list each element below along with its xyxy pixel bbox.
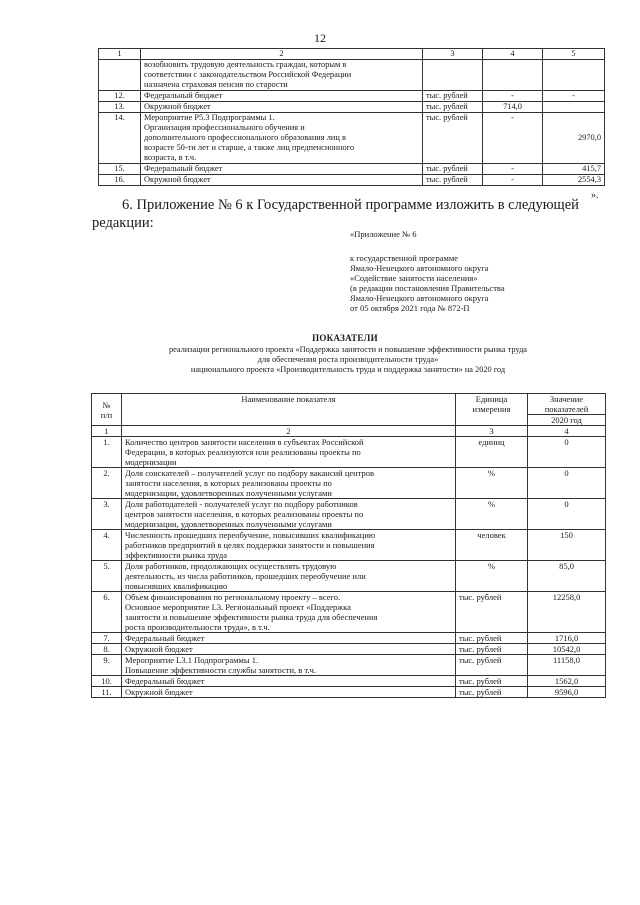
col-number: 1 (99, 49, 141, 60)
indicators-table (91, 393, 606, 698)
row-unit: тыс. рублей (423, 91, 483, 102)
name-line: Организация профессионального обучения и (144, 123, 305, 132)
table-row (92, 655, 606, 676)
row-number: 2. (92, 468, 122, 499)
name-line: Повышение эффективности службы занятости, в т.ч. (125, 665, 316, 675)
table-row (92, 499, 606, 530)
row-unit: тыс. рублей (456, 644, 528, 655)
row-value: 0 (528, 499, 606, 530)
name-line: соответствии с законодательством Российской Федерации (144, 70, 352, 79)
row-name (122, 592, 456, 633)
name-line: Доля работников, продолжающих осуществлять трудовую (125, 561, 337, 571)
row-number: 3. (92, 499, 122, 530)
row-unit: единиц (456, 437, 528, 468)
name-line: дополнительного профессионального образования лиц в (144, 133, 346, 142)
name-line: Объем финансирования по региональному проекту – всего. (125, 592, 341, 602)
row-unit: % (456, 561, 528, 592)
name-line: эффективности рынка труда (125, 550, 227, 560)
name-line: модернизации (125, 457, 177, 467)
row-value: 2554,3 (543, 175, 605, 186)
row-value: - (543, 91, 605, 102)
row-number: 5. (92, 561, 122, 592)
amendment-statement: 6. Приложение № 6 к Государственной программе изложить в следующей редакции: (92, 197, 579, 231)
table-row (99, 60, 605, 91)
row-unit: % (456, 499, 528, 530)
row-name: Федеральный бюджет (141, 164, 423, 175)
row-value: 9596,0 (528, 687, 606, 698)
table-row (92, 468, 606, 499)
row-number: 8. (92, 644, 122, 655)
header-text: Единица (475, 394, 508, 404)
closing-quote-mark: ». (591, 190, 599, 201)
row-number: 13. (99, 102, 141, 113)
attachment-title: «Приложение № 6 (350, 229, 417, 239)
row-value: - (483, 113, 543, 164)
col-number: 4 (483, 49, 543, 60)
table-row (92, 633, 606, 644)
table-row (99, 113, 605, 164)
row-number: 6. (92, 592, 122, 633)
row-number: 9. (92, 655, 122, 676)
row-unit: тыс. рублей (423, 164, 483, 175)
row-value: 714,0 (483, 102, 543, 113)
table-row (92, 644, 606, 655)
row-unit: тыс. рублей (456, 655, 528, 676)
subtitle-line: реализации регионального проекта «Поддержка занятости и повышение эффективности рынка труда (169, 345, 527, 354)
row-name: Окружной бюджет (122, 644, 456, 655)
row-unit: тыс. рублей (456, 633, 528, 644)
attachment-line: «Содействие занятости населения» (350, 273, 478, 283)
row-value: 2970,0 (543, 113, 605, 164)
table-row (92, 592, 606, 633)
col-number: 3 (423, 49, 483, 60)
name-line: Доля работодателей - получателей услуг по подбору работников (125, 499, 358, 509)
row-name (141, 113, 423, 164)
header-text: измерения (472, 404, 511, 414)
row-name (122, 468, 456, 499)
name-line: назначена страховая пенсия по старости (144, 80, 288, 89)
table-row (99, 175, 605, 186)
header-text: п/п (100, 409, 113, 420)
table-col-numbers (92, 426, 606, 437)
name-line: Количество центров занятости населения в субъектах Российской (125, 437, 364, 447)
col-number: 5 (543, 49, 605, 60)
name-line: возрасте 50-ти лет и старше, а также лиц предпенсионного (144, 143, 355, 152)
col-number: 2 (141, 49, 423, 60)
header-number (92, 394, 122, 426)
table-header-row (99, 49, 605, 60)
header-value (528, 394, 606, 415)
col-number: 3 (456, 426, 528, 437)
attachment-line: (в редакции постановления Правительства (350, 283, 505, 293)
col-number: 2 (122, 426, 456, 437)
table-row (92, 561, 606, 592)
row-number: 15. (99, 164, 141, 175)
name-line: Доля соискателей – получателей услуг по подбору вакансий центров (125, 468, 375, 478)
name-line: Основное мероприятие L3. Региональный проект «Поддержка (125, 602, 351, 612)
indicators-title: ПОКАЗАТЕЛИ (312, 333, 378, 343)
row-number: 12. (99, 91, 141, 102)
row-value: - (483, 91, 543, 102)
table-row (99, 91, 605, 102)
row-number: 16. (99, 175, 141, 186)
name-line: повысивших квалификацию (125, 581, 228, 591)
table-row (99, 102, 605, 113)
row-value: 10542,0 (528, 644, 606, 655)
name-line: центров занятости населения, в которых реализованы проекты по (125, 509, 364, 519)
row-value: 1716,0 (528, 633, 606, 644)
row-value: 150 (528, 530, 606, 561)
row-name (122, 561, 456, 592)
continuation-table (98, 48, 605, 186)
header-year: 2020 год (528, 415, 606, 426)
row-value (543, 102, 605, 113)
name-line: Мероприятие L3.1 Подпрограммы 1. (125, 655, 259, 665)
name-line: занятости и повышение эффективности рынка труда для обеспечения (125, 612, 378, 622)
row-number: 4. (92, 530, 122, 561)
row-number: 1. (92, 437, 122, 468)
row-value: - (483, 175, 543, 186)
table-row (92, 676, 606, 687)
name-line: Федерации, в которых реализуются или реализованы проекты по (125, 447, 361, 457)
row-value: 0 (528, 437, 606, 468)
header-text: показателей (544, 404, 589, 414)
name-line: возраста, в т.ч. (144, 153, 197, 162)
subtitle-line: национального проекта «Производительность труда и поддержка занятости» на 2020 год (190, 365, 506, 375)
table-row (92, 437, 606, 468)
row-value: - (483, 164, 543, 175)
name-line: модернизации, удовлетворенных полученными услугами (125, 519, 332, 529)
row-unit: тыс. рублей (456, 592, 528, 633)
row-value: 11158,0 (528, 655, 606, 676)
row-name: Окружной бюджет (122, 687, 456, 698)
header-unit (456, 394, 528, 426)
name-line: работников предприятий в целях поддержки занятости и повышения (125, 540, 375, 550)
table-row (99, 164, 605, 175)
header-text: № (102, 399, 111, 410)
col-number: 1 (92, 426, 122, 437)
row-value: 1562,0 (528, 676, 606, 687)
name-line: модернизации, удовлетворенных полученными услугами (125, 488, 332, 498)
header-name: Наименование показателя (122, 394, 456, 426)
row-unit: тыс. рублей (423, 113, 483, 164)
row-unit: тыс. рублей (423, 175, 483, 186)
row-value: 12258,0 (528, 592, 606, 633)
row-name: Окружной бюджет (141, 175, 423, 186)
name-line: занятости населения, в которых реализованы проекты по (125, 478, 332, 488)
row-unit: тыс. рублей (423, 102, 483, 113)
row-name: Окружной бюджет (141, 102, 423, 113)
row-unit: тыс. рублей (456, 676, 528, 687)
table-row (92, 687, 606, 698)
row-name: Федеральный бюджет (141, 91, 423, 102)
table-row (92, 530, 606, 561)
name-line: Численность прошедших переобучение, повысивших квалификацию (125, 530, 376, 540)
row-unit: % (456, 468, 528, 499)
col-number: 4 (528, 426, 606, 437)
indicators-subtitle (98, 345, 598, 376)
row-value: 0 (528, 468, 606, 499)
row-name (122, 437, 456, 468)
page-number: 12 (314, 31, 326, 45)
row-name (141, 60, 423, 91)
row-name: Федеральный бюджет (122, 633, 456, 644)
attachment-line: Ямало-Ненецкого автономного округа (350, 293, 489, 303)
name-line: роста производительности труда», в т.ч. (125, 622, 270, 632)
row-number: 7. (92, 633, 122, 644)
row-value: 415,7 (543, 164, 605, 175)
row-name (122, 499, 456, 530)
row-name: Федеральный бюджет (122, 676, 456, 687)
header-text: Значение (549, 394, 584, 404)
attachment-line: от 05 октября 2021 года № 872-П (350, 303, 470, 313)
attachment-line: Ямало-Ненецкого автономного округа (350, 263, 489, 273)
row-unit: тыс. рублей (456, 687, 528, 698)
name-line: Мероприятие Р5.3 Подпрограммы 1. (144, 113, 275, 122)
row-value: 85,0 (528, 561, 606, 592)
table-header-row (92, 394, 606, 415)
row-number: 14. (99, 113, 141, 164)
row-name (122, 530, 456, 561)
row-name (122, 655, 456, 676)
attachment-line: к государственной программе (350, 253, 459, 263)
name-line: деятельность, из числа работников, прошедших переобучение или (125, 571, 366, 581)
row-number: 11. (92, 687, 122, 698)
row-unit: человек (456, 530, 528, 561)
name-line: возобновить трудовую деятельность граждан, которым в (144, 60, 347, 69)
row-number: 10. (92, 676, 122, 687)
subtitle-line: для обеспечения роста производительности труда» (257, 355, 439, 365)
